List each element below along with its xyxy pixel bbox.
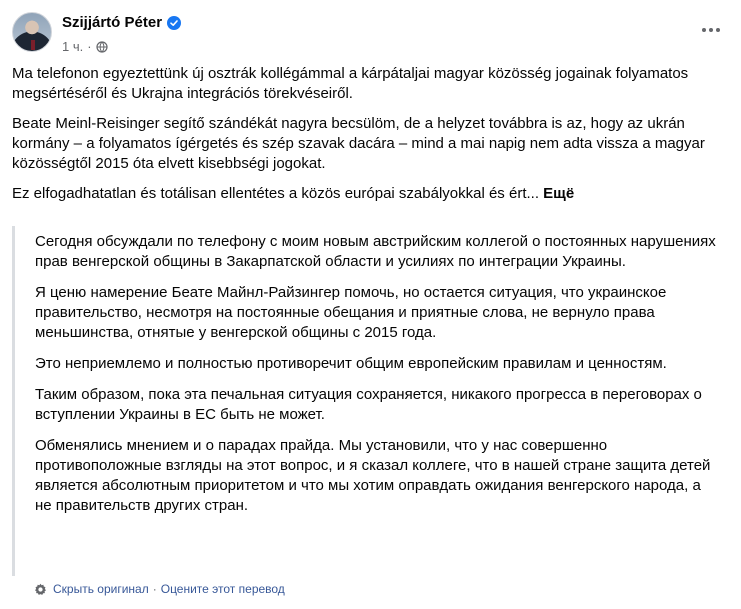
- translation-paragraph: Я ценю намерение Беате Майнл-Райзингер помочь, но остается ситуация, что украинское правительство, несмотря на постоянные обещания и приятные слова, не вернуло права меньшинства, отнятые у венгерской общины с 2015 года.: [35, 284, 667, 341]
- post-paragraph-text: Ez elfogadhatatlan és totálisan ellentétes a közös európai szabályokkal és ért...: [12, 185, 539, 202]
- author-name[interactable]: Szijjártó Péter: [62, 14, 163, 31]
- verified-badge-icon: [167, 16, 181, 30]
- meta-separator: ·: [87, 39, 92, 54]
- post-header: [12, 10, 729, 60]
- globe-icon[interactable]: [96, 41, 108, 53]
- translation-paragraph: Сегодня обсуждали по телефону с моим новым австрийским коллегой о постоянных нарушениях прав венгерской общины в Закарпатской области и усилиях по интеграции Украины.: [35, 233, 716, 270]
- post-paragraph-truncated: [12, 184, 722, 204]
- translation-footer: [34, 582, 285, 596]
- author-line: [62, 14, 181, 31]
- translation-block: [12, 226, 720, 576]
- gear-icon: [34, 583, 47, 596]
- more-options-icon[interactable]: [697, 16, 725, 44]
- see-more-link[interactable]: Ещё: [543, 185, 575, 202]
- author-avatar[interactable]: [12, 12, 52, 52]
- translation-paragraph: Это неприемлемо и полностью противоречит общим европейским правилам и ценностям.: [35, 355, 667, 372]
- translation-paragraph: Таким образом, пока эта печальная ситуация сохраняется, никакого прогресса в переговорах о вступлении Украины в ЕС быть не может.: [35, 386, 702, 423]
- post-paragraph: Ma telefonon egyeztettünk új osztrák kollégámmal a kárpátaljai magyar közösség jogainak folyamatos megsértéséről és Ukrajna integrációs törekvéseiről.: [12, 65, 689, 102]
- post-body: [12, 64, 722, 214]
- post-time[interactable]: 1 ч.: [62, 39, 84, 54]
- rate-translation-link[interactable]: Оцените этот перевод: [160, 582, 285, 596]
- hide-original-link[interactable]: Скрыть оригинал: [53, 582, 149, 596]
- post-paragraph: Beate Meinl-Reisinger segítő szándékát nagyra becsülöm, de a helyzet továbbra is az, hogy az ukrán kormány – a folyamatos ígérgetés és szép szavak dacára – mind a mai napig nem adta vissza a magyar közösségtől 2015 óta elvett kisebbségi jogokat.: [12, 115, 705, 172]
- footer-separator: ·: [152, 582, 157, 596]
- translation-paragraph: Обменялись мнением и о парадах прайда. Мы установили, что у нас совершенно противоположные взгляды на этот вопрос, и я сказал коллеге, что в нашей стране защита детей является абсолютным приоритетом и что мы хотим оправдать ожидания венгерского народа, а не правительств других стран.: [35, 437, 711, 514]
- post-meta: [62, 39, 108, 54]
